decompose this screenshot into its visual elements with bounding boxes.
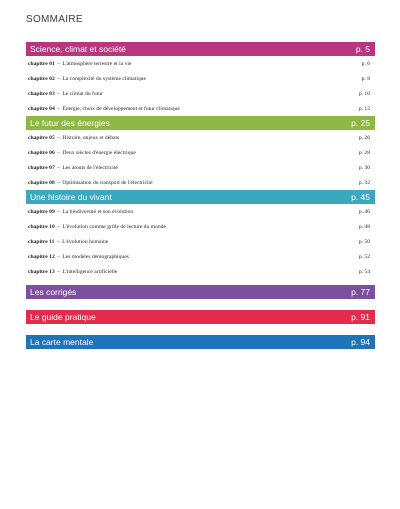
chapter-list [26, 130, 375, 190]
chapter-separator: – [55, 60, 62, 67]
chapter-page: p. 46 [358, 208, 370, 215]
section-page: p. 25 [351, 118, 370, 128]
chapter-title: L'évolution comme grille de lecture du monde [62, 223, 166, 230]
chapter-label [28, 106, 180, 112]
chapter-label [28, 91, 103, 97]
section-header-bar[interactable] [26, 42, 375, 56]
chapter-page: p. 6 [361, 60, 370, 67]
chapter-number: chapitre 07 [28, 164, 55, 171]
chapter-separator: – [55, 75, 62, 82]
section-page: p. 91 [351, 312, 370, 322]
chapter-label [28, 239, 108, 245]
chapter-label [28, 76, 146, 82]
chapter-number: chapitre 09 [28, 208, 55, 215]
chapter-title: Les atouts de l'électricité [62, 164, 118, 171]
chapter-title: L'évolution humaine [62, 238, 109, 245]
extra-section-bar[interactable] [26, 285, 375, 299]
section-page: p. 5 [355, 44, 370, 54]
chapter-separator: – [55, 253, 62, 260]
section-title: Science, climat et société [30, 44, 126, 54]
chapter-page: p. 32 [358, 179, 370, 186]
chapter-separator: – [55, 179, 62, 186]
chapter-number: chapitre 01 [28, 60, 55, 67]
chapter-label [28, 61, 131, 67]
chapter-title: Deux siècles d'énergie électrique [62, 149, 136, 156]
section-header-bar[interactable] [26, 190, 375, 204]
chapter-title: L'intelligence artificielle [62, 268, 118, 275]
chapter-entry[interactable] [26, 249, 375, 264]
chapter-page: p. 54 [358, 268, 370, 275]
chapter-entry[interactable] [26, 234, 375, 249]
chapter-separator: – [55, 105, 62, 112]
chapter-label [28, 254, 129, 260]
chapter-separator: – [55, 208, 62, 215]
chapter-label [28, 135, 119, 141]
chapter-list [26, 204, 375, 279]
chapter-label [28, 224, 166, 230]
chapter-label [28, 180, 153, 186]
chapter-entry[interactable] [26, 160, 375, 175]
chapter-page: p. 30 [358, 164, 370, 171]
chapter-label [28, 150, 136, 156]
chapter-page: p. 8 [361, 75, 370, 82]
chapter-number: chapitre 05 [28, 134, 55, 141]
chapter-page: p. 50 [358, 238, 370, 245]
chapter-label [28, 269, 117, 275]
chapter-title: L'atmosphère terrestre et la vie [62, 60, 132, 67]
chapter-entry[interactable] [26, 219, 375, 234]
section-page: p. 77 [351, 287, 370, 297]
chapter-number: chapitre 10 [28, 223, 55, 230]
section-title: Le futur des énergies [30, 118, 110, 128]
chapter-number: chapitre 02 [28, 75, 55, 82]
chapter-page: p. 28 [358, 149, 370, 156]
page-title: SOMMAIRE [26, 14, 83, 25]
chapter-title: Histoire, enjeux et débats [62, 134, 120, 141]
chapter-list [26, 56, 375, 116]
chapter-entry[interactable] [26, 204, 375, 219]
chapter-entry[interactable] [26, 130, 375, 145]
chapter-separator: – [55, 238, 62, 245]
chapter-title: Le climat du futur [62, 90, 103, 97]
chapter-separator: – [55, 223, 62, 230]
chapter-entry[interactable] [26, 175, 375, 190]
extra-section-bar[interactable] [26, 335, 375, 349]
chapter-entry[interactable] [26, 101, 375, 116]
chapter-separator: – [55, 164, 62, 171]
chapter-title: Les modèles démographiques [62, 253, 129, 260]
section-page: p. 45 [351, 192, 370, 202]
chapter-title: La complexité du système climatique [62, 75, 146, 82]
spacer [26, 299, 375, 310]
section-title: Le guide pratique [30, 312, 96, 322]
chapter-number: chapitre 08 [28, 179, 55, 186]
table-of-contents [26, 42, 375, 349]
chapter-entry[interactable] [26, 145, 375, 160]
chapter-title: La biodiversité et son évolution [62, 208, 134, 215]
chapter-entry[interactable] [26, 264, 375, 279]
toc-section [26, 42, 375, 116]
chapter-separator: – [55, 134, 62, 141]
chapter-separator: – [55, 149, 62, 156]
chapter-number: chapitre 12 [28, 253, 55, 260]
chapter-number: chapitre 06 [28, 149, 55, 156]
chapter-entry[interactable] [26, 56, 375, 71]
chapter-label [28, 165, 118, 171]
chapter-number: chapitre 13 [28, 268, 55, 275]
chapter-separator: – [55, 90, 62, 97]
chapter-page: p. 52 [358, 253, 370, 260]
chapter-entry[interactable] [26, 71, 375, 86]
extra-section-bar[interactable] [26, 310, 375, 324]
section-page: p. 94 [351, 337, 370, 347]
chapter-title: Optimisation du transport de l'électricité [62, 179, 153, 186]
spacer [26, 324, 375, 335]
chapter-separator: – [55, 268, 62, 275]
section-title: La carte mentale [30, 337, 94, 347]
chapter-label [28, 209, 133, 215]
toc-section [26, 190, 375, 279]
chapter-number: chapitre 11 [28, 238, 55, 245]
chapter-number: chapitre 04 [28, 105, 55, 112]
section-header-bar[interactable] [26, 116, 375, 130]
chapter-page: p. 10 [358, 90, 370, 97]
section-title: Une histoire du vivant [30, 192, 112, 202]
chapter-number: chapitre 03 [28, 90, 55, 97]
chapter-title: Énergie, choix de développement et futur climatique [62, 105, 180, 112]
toc-section [26, 116, 375, 190]
chapter-entry[interactable] [26, 86, 375, 101]
chapter-page: p. 26 [358, 134, 370, 141]
chapter-page: p. 48 [358, 223, 370, 230]
chapter-page: p. 12 [358, 105, 370, 112]
section-title: Les corrigés [30, 287, 77, 297]
